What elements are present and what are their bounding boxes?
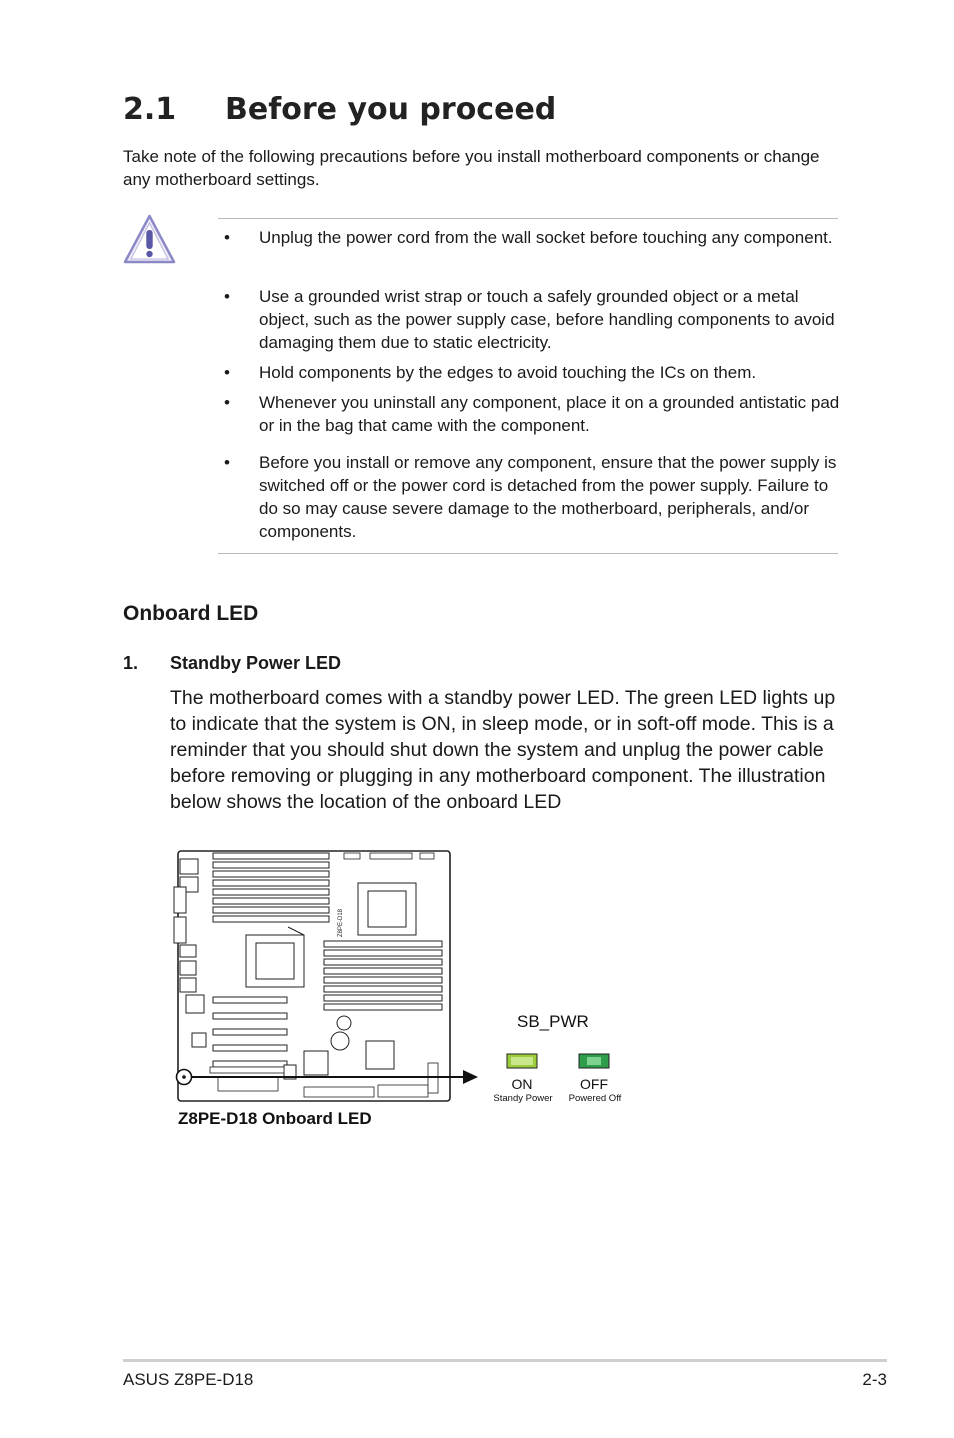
footer-rule: [123, 1359, 887, 1362]
caution-item: [218, 285, 843, 354]
caution-item: [218, 226, 843, 249]
caution-item-text: Whenever you uninstall any component, place it on a grounded antistatic pad or in the bag that came with the component.: [259, 393, 840, 435]
caution-item-text: Use a grounded wrist strap or touch a safely grounded object or a metal object, such as the power supply case, before handling components to avoid damaging them due to static electricity.: [259, 287, 835, 352]
bullet-marker: •: [224, 453, 230, 472]
led-on-sublabel: Standy Power: [493, 1093, 553, 1104]
bullet-marker: •: [224, 393, 230, 412]
subsection-heading: Onboard LED: [123, 602, 259, 625]
caution-item: [218, 451, 843, 543]
caution-item-text: Hold components by the edges to avoid touching the ICs on them.: [259, 363, 757, 382]
item-number: 1.: [123, 653, 139, 673]
caution-item-text: Unplug the power cord from the wall socket before touching any component.: [259, 228, 833, 247]
caution-item-text: Before you install or remove any component, ensure that the power supply is switched off or the power cord is detached from the power supply. Failure to do so may cause severe damage to the motherboard, peripherals, and/or components.: [259, 453, 837, 541]
led-off-sublabel: Powered Off: [568, 1093, 622, 1104]
figure-caption: Z8PE-D18 Onboard LED: [178, 1109, 372, 1128]
caution-triangle-icon: [122, 213, 177, 265]
footer-page-number: 2-3: [862, 1370, 887, 1389]
board-silkscreen-vertical: Z8PE-D18: [338, 908, 344, 937]
led-off-label: OFF: [580, 1076, 608, 1092]
section-number: 2.1: [123, 92, 177, 127]
motherboard-diagram: [170, 845, 640, 1135]
caution-item: [218, 361, 843, 384]
caution-bottom-rule: [218, 553, 838, 554]
intro-paragraph: Take note of the following precautions before you install motherboard components or change any motherboard settings.: [123, 147, 820, 189]
section-title: Before you proceed: [225, 92, 557, 127]
caution-item: [218, 391, 843, 437]
led-on-label: ON: [511, 1076, 533, 1092]
onboard-led-figure: [170, 845, 640, 1135]
item-title: Standby Power LED: [170, 653, 342, 673]
top-connectors: [344, 853, 434, 859]
led-description: The motherboard comes with a standby power LED. The green LED lights up to indicate that the system is ON, in sleep mode, or in soft-off mode. This is a reminder that you should shut down the system and unplug the power cable before removing or plugging in any motherboard component. The illustration below shows the location of the onboard LED: [170, 687, 836, 813]
bullet-marker: •: [224, 363, 230, 382]
caution-top-rule: [218, 218, 838, 219]
bullet-marker: •: [224, 287, 230, 306]
sb-pwr-label: SB_PWR: [517, 1012, 589, 1031]
footer-product: ASUS Z8PE-D18: [123, 1370, 254, 1389]
bullet-marker: •: [224, 228, 230, 247]
